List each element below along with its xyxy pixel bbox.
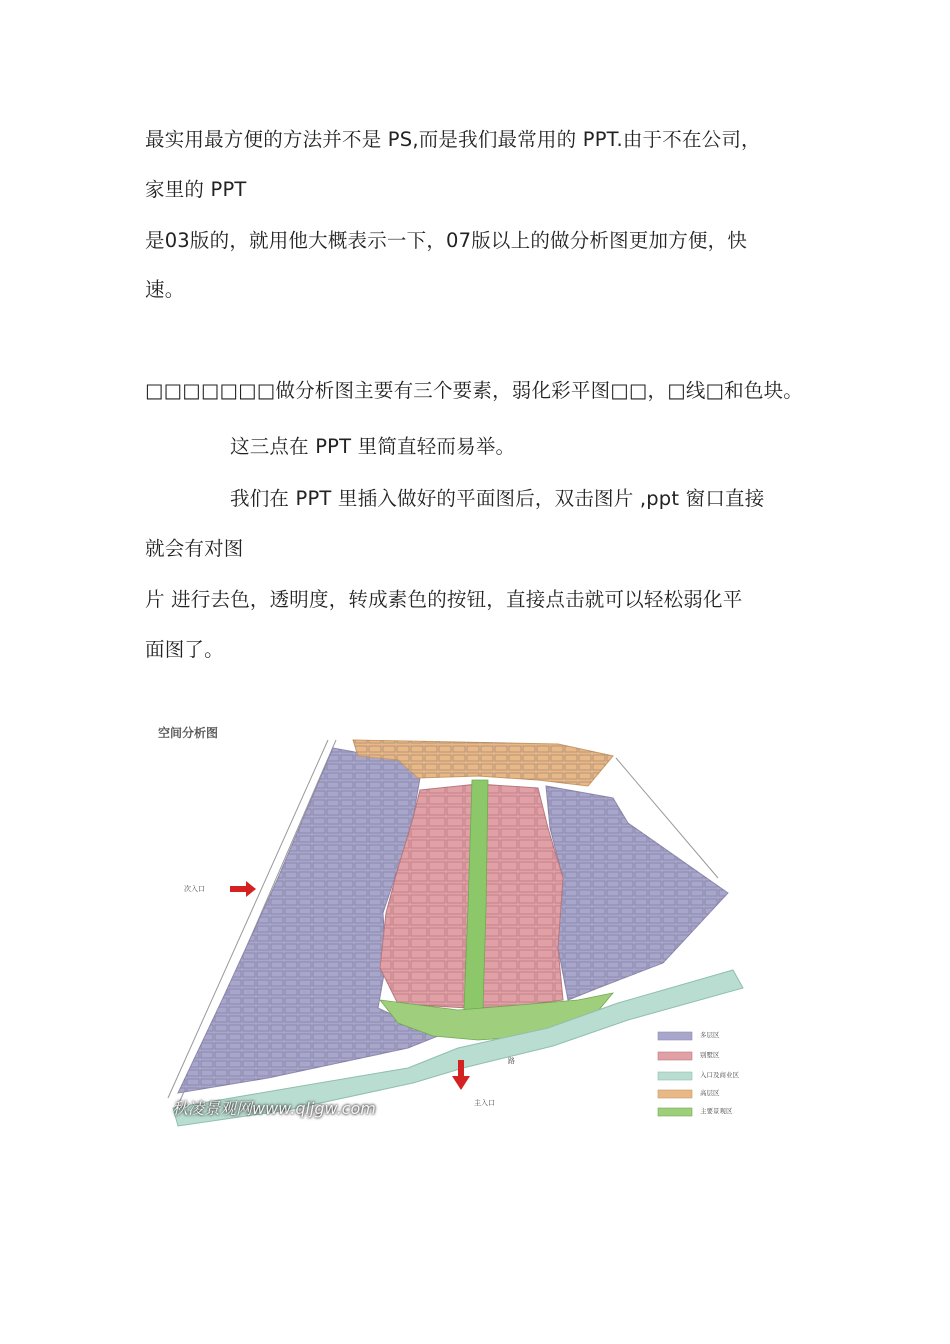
legend-label-commercial: 入口及商业区 bbox=[700, 1071, 739, 1079]
watermark: 秋凌景观网www.qljgw.com bbox=[172, 1099, 376, 1118]
paragraph-1-line-1: 最实用最方便的方法并不是 PS,而是我们最常用的 PPT.由于不在公司， bbox=[145, 128, 761, 151]
road-label: 路 bbox=[508, 1057, 515, 1065]
secondary-entrance-arrow bbox=[230, 881, 256, 897]
legend-label-villa: 别墅区 bbox=[700, 1051, 720, 1059]
paragraph-5-line-1: 我们在 PPT 里插入做好的平面图后，双击图片 ,ppt 窗口直接 bbox=[230, 487, 765, 510]
paragraph-5-line-2: 就会有对图 bbox=[145, 537, 244, 560]
paragraph-4-line-1: 这三点在 PPT 里简直轻而易举。 bbox=[230, 435, 516, 458]
site-plan-drawing bbox=[158, 718, 792, 1138]
legend-label-multi-storey: 多层区 bbox=[700, 1031, 720, 1039]
legend-label-high-rise: 高层区 bbox=[700, 1089, 720, 1097]
legend-swatch-multi-storey bbox=[658, 1032, 692, 1040]
main-entrance-label: 主入口 bbox=[474, 1099, 495, 1107]
paragraph-2-line-1: 是03版的，就用他大概表示一下，07版以上的做分析图更加方便，快 bbox=[145, 229, 748, 252]
legend-swatch-commercial bbox=[658, 1072, 692, 1080]
paragraph-6-line-2: 面图了。 bbox=[145, 638, 224, 661]
legend-swatch-high-rise bbox=[658, 1090, 692, 1098]
legend-label-landscape: 主要景观区 bbox=[700, 1107, 733, 1115]
paragraph-6-line-1: 片 进行去色，透明度，转成素色的按钮，直接点击就可以轻松弱化平 bbox=[145, 588, 743, 611]
figure-title: 空间分析图 bbox=[158, 726, 219, 740]
legend-swatch-landscape bbox=[658, 1108, 692, 1116]
paragraph-2-line-2: 速。 bbox=[145, 278, 185, 301]
legend-swatch-villa bbox=[658, 1052, 692, 1060]
paragraph-1-line-2: 家里的 PPT bbox=[145, 178, 247, 201]
paragraph-3-line-1: □□□□□□□做分析图主要有三个要素，弱化彩平图□□，□线□和色块。 bbox=[145, 379, 803, 402]
secondary-entrance-label: 次入口 bbox=[184, 885, 205, 893]
site-plan-figure bbox=[158, 718, 792, 1138]
